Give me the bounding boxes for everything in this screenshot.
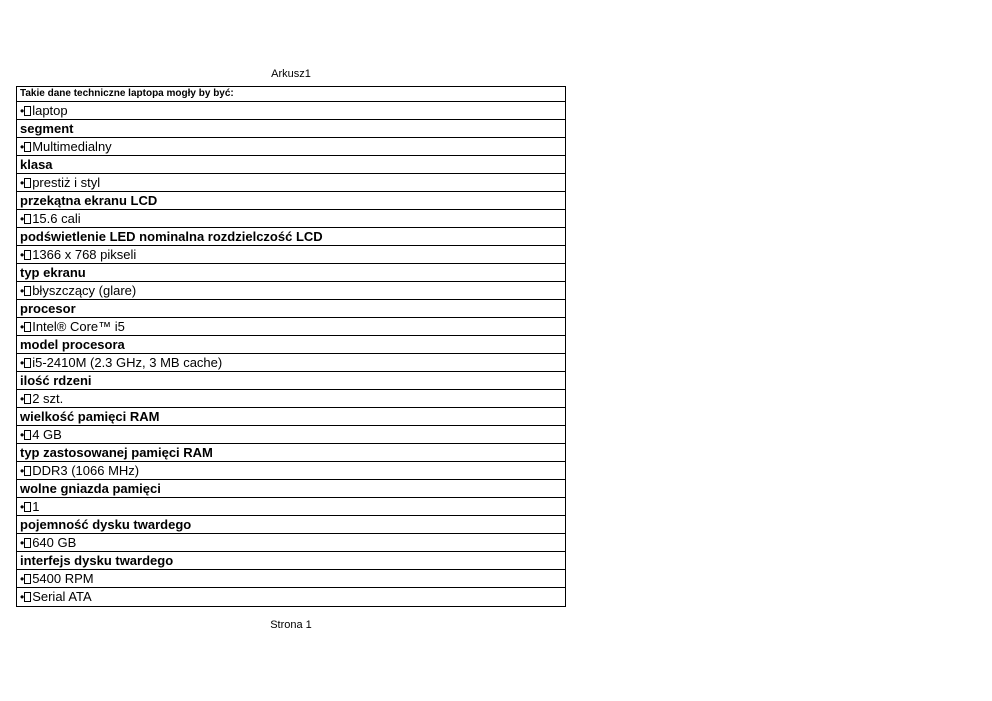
missing-glyph-box-icon [24,358,31,368]
bullet-icon: • [20,428,25,442]
spec-label: ilość rdzeni [20,373,92,388]
missing-glyph-box-icon [24,214,31,224]
page-footer: Strona 1 [270,619,312,631]
missing-glyph-box-icon [24,538,31,548]
spec-label-row[interactable] [17,228,565,246]
bullet-icon: • [20,464,25,478]
page-header: Arkusz1 [271,68,311,80]
missing-glyph-box-icon [24,430,31,440]
spec-label: wolne gniazda pamięci [20,481,161,496]
spec-label-row[interactable] [17,372,565,390]
missing-glyph-box-icon [24,286,31,296]
bullet-icon: • [20,500,25,514]
spec-value: laptop [32,103,68,118]
spec-value-row[interactable] [17,174,565,192]
spec-value: błyszczący (glare) [32,283,137,298]
spec-value: 2 szt. [32,391,64,406]
spec-value-row[interactable] [17,498,565,516]
spec-value: DDR3 (1066 MHz) [32,463,140,478]
bullet-icon: • [20,536,25,550]
spec-label: model procesora [20,337,125,352]
spec-label: segment [20,121,74,136]
missing-glyph-box-icon [24,178,31,188]
spec-label-row[interactable] [17,408,565,426]
bullet-icon: • [20,284,25,298]
spec-value: Multimedialny [32,139,112,154]
spec-value-row[interactable] [17,102,565,120]
spec-value-row[interactable] [17,426,565,444]
missing-glyph-box-icon [24,322,31,332]
spec-label: typ zastosowanej pamięci RAM [20,445,213,460]
spec-value: 640 GB [32,535,77,550]
spec-label: procesor [20,301,76,316]
missing-glyph-box-icon [24,592,31,602]
spec-value: prestiż i styl [32,175,101,190]
spec-label: wielkość pamięci RAM [20,409,160,424]
table-rows [17,102,565,606]
spec-value: i5-2410M (2.3 GHz, 3 MB cache) [32,355,223,370]
spec-value-row[interactable] [17,390,565,408]
bullet-icon: • [20,140,25,154]
spec-label-row[interactable] [17,300,565,318]
spec-value-row[interactable] [17,138,565,156]
spec-label-row[interactable] [17,336,565,354]
bullet-icon: • [20,320,25,334]
bullet-icon: • [20,572,25,586]
spec-label-row[interactable] [17,264,565,282]
spec-value-row[interactable] [17,534,565,552]
spec-label: pojemność dysku twardego [20,517,192,532]
spec-value-row[interactable] [17,588,565,606]
spec-value: Serial ATA [32,589,92,604]
bullet-icon: • [20,248,25,262]
table-title[interactable]: Takie dane techniczne laptopa mogły by być: [17,87,565,102]
spec-value: 1 [32,499,40,514]
spec-value-row[interactable] [17,354,565,372]
spec-value: 4 GB [32,427,62,442]
spec-label-row[interactable] [17,156,565,174]
bullet-icon: • [20,176,25,190]
spec-value: Intel® Core™ i5 [32,319,125,334]
bullet-icon: • [20,356,25,370]
spec-value-row[interactable] [17,210,565,228]
spec-value-row[interactable] [17,462,565,480]
spec-label: interfejs dysku twardego [20,553,174,568]
spec-value: 5400 RPM [32,571,94,586]
missing-glyph-box-icon [24,502,31,512]
bullet-icon: • [20,392,25,406]
spec-value-row[interactable] [17,318,565,336]
spec-label: przekątna ekranu LCD [20,193,158,208]
spec-label-row[interactable] [17,120,565,138]
bullet-icon: • [20,104,25,118]
missing-glyph-box-icon [24,574,31,584]
spec-label-row[interactable] [17,444,565,462]
spec-table [16,86,566,607]
missing-glyph-box-icon [24,142,31,152]
missing-glyph-box-icon [24,250,31,260]
missing-glyph-box-icon [24,466,31,476]
missing-glyph-box-icon [24,106,31,116]
spec-label-row[interactable] [17,192,565,210]
spec-label: klasa [20,157,53,172]
spec-label-row[interactable] [17,552,565,570]
missing-glyph-box-icon [24,394,31,404]
bullet-icon: • [20,590,25,604]
spec-label: typ ekranu [20,265,86,280]
spec-label-row[interactable] [17,516,565,534]
spec-label: podświetlenie LED nominalna rozdzielczość LCD [20,229,323,244]
spec-value-row[interactable] [17,246,565,264]
spec-value: 15.6 cali [32,211,81,226]
spec-value-row[interactable] [17,282,565,300]
spec-value-row[interactable] [17,570,565,588]
spec-value: 1366 x 768 pikseli [32,247,137,262]
bullet-icon: • [20,212,25,226]
spec-label-row[interactable] [17,480,565,498]
